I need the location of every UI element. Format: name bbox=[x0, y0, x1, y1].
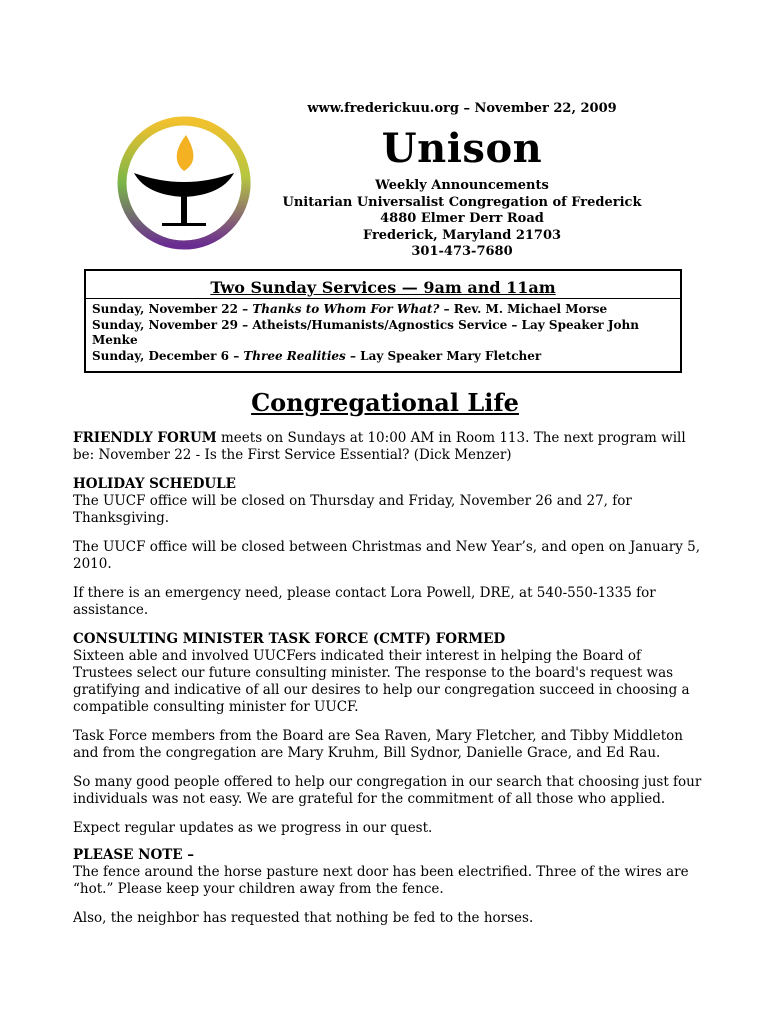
service-speaker: – Lay Speaker Mary Fletcher bbox=[345, 348, 542, 363]
service-item bbox=[86, 318, 680, 349]
cmtf-thanks-text: So many good people offered to help our congregation in our search that choosing just four individuals was not easy. We are grateful for the commitment of all those who applied. bbox=[73, 774, 702, 807]
service-date: Sunday, November 29 – bbox=[92, 317, 253, 332]
services-box bbox=[84, 269, 682, 373]
holiday-thanksgiving-text: The UUCF office will be closed on Thursday and Friday, November 26 and 27, for Thanksgiving. bbox=[73, 493, 632, 526]
phone-number: 301-473-7680 bbox=[411, 244, 513, 259]
cmtf-intro-text: Sixteen able and involved UUCFers indicated their interest in helping the Board of Trustees select our future consulting minister. The response to the board's request was gratifying and indicative of all our desires to help our congregation succeed in choosing a compatible consulting minister for UUCF. bbox=[73, 648, 690, 715]
friendly-forum-text: meets on Sundays at 10:00 AM in Room 113. The next program will be: November 22 - Is the First Service Essential? (Dick Menzer) bbox=[73, 430, 686, 463]
emergency-contact-text: If there is an emergency need, please contact Lora Powell, DRE, at 540-550-1335 for assistance. bbox=[73, 585, 656, 618]
cmtf-paragraph bbox=[73, 631, 703, 716]
holiday-schedule-paragraph bbox=[73, 476, 703, 527]
please-note-paragraph bbox=[73, 847, 703, 898]
service-item bbox=[86, 349, 680, 365]
service-speaker: Atheists/Humanists/Agnostics Service – Lay Speaker John Menke bbox=[92, 317, 639, 347]
friendly-forum-paragraph bbox=[73, 430, 703, 464]
section-heading: Congregational Life bbox=[251, 388, 519, 417]
masthead bbox=[272, 100, 652, 261]
friendly-forum-label: FRIENDLY FORUM bbox=[73, 430, 217, 446]
chalice-logo-graphic bbox=[114, 113, 254, 253]
congregation-name: Unitarian Universalist Congregation of Frederick bbox=[282, 194, 642, 210]
cmtf-label: CONSULTING MINISTER TASK FORCE (CMTF) FORMED bbox=[73, 631, 506, 647]
service-item bbox=[86, 302, 680, 318]
holiday-schedule-label: HOLIDAY SCHEDULE bbox=[73, 476, 236, 492]
service-speaker: – Rev. M. Michael Morse bbox=[439, 302, 608, 316]
street-address: 4880 Elmer Derr Road bbox=[380, 211, 544, 226]
subtitle-line: Weekly Announcements bbox=[375, 178, 549, 193]
service-date: Sunday, December 6 – bbox=[92, 348, 244, 363]
service-topic: Three Realities bbox=[243, 348, 346, 363]
website-date-line: www.frederickuu.org – November 22, 2009 bbox=[307, 101, 617, 116]
cmtf-members-text: Task Force members from the Board are Sea Raven, Mary Fletcher, and Tibby Middleton and from the congregation are Mary Kruhm, Bill Sydnor, Danielle Grace, and Ed Rau. bbox=[73, 728, 683, 761]
holiday-christmas-text: The UUCF office will be closed between Christmas and New Year’s, and open on January 5, 2010. bbox=[73, 539, 701, 572]
flaming-chalice-icon bbox=[114, 113, 254, 253]
service-date: Sunday, November 22 – bbox=[92, 302, 253, 316]
newsletter-title: Unison bbox=[381, 125, 543, 172]
please-note-label: PLEASE NOTE – bbox=[73, 847, 195, 863]
city-state-zip: Frederick, Maryland 21703 bbox=[362, 227, 562, 243]
horse-feeding-text: Also, the neighbor has requested that nothing be fed to the horses. bbox=[73, 910, 534, 926]
fence-warning-text: The fence around the horse pasture next door has been electrified. Three of the wires are “hot.” Please keep your children away from the fence. bbox=[73, 864, 689, 897]
service-topic: Thanks to Whom For What? bbox=[252, 302, 440, 316]
services-title: Two Sunday Services — 9am and 11am bbox=[86, 271, 680, 299]
cmtf-updates-text: Expect regular updates as we progress in our quest. bbox=[73, 820, 433, 836]
article-body bbox=[73, 430, 703, 939]
